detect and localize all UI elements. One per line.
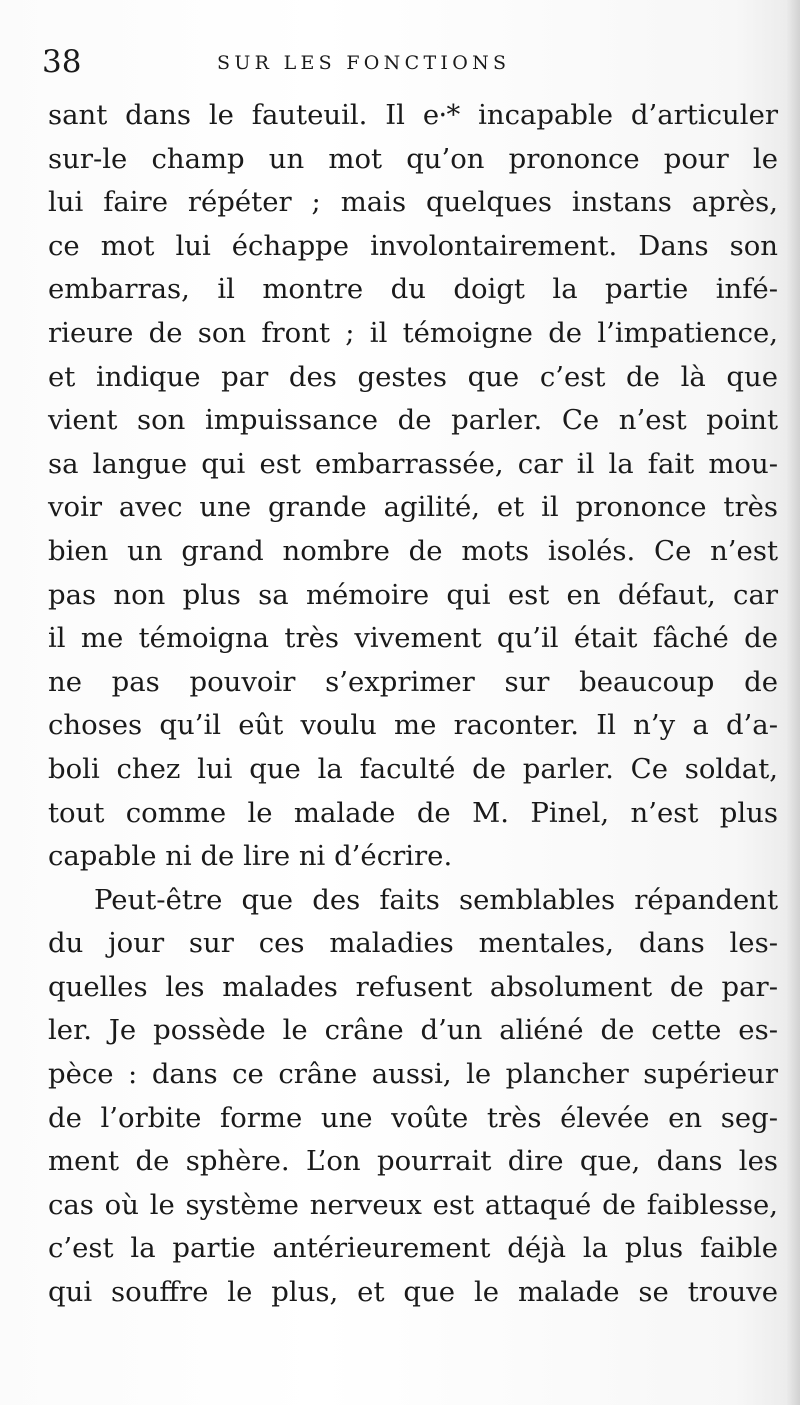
text-line: cas où le système nerveux est attaqué de faiblesse,: [48, 1188, 778, 1221]
page-header: [42, 44, 772, 84]
text-line: ce mot lui échappe involontairement. Dans son: [48, 229, 778, 262]
text-line: tout comme le malade de M. Pinel, n’est plus: [48, 796, 778, 829]
text-line: du jour sur ces maladies mentales, dans les-: [48, 927, 778, 960]
text-line: c’est la partie antérieurement déjà la plus faible: [48, 1232, 778, 1265]
text-line: quelles les malades refusent absolument de par-: [48, 970, 778, 1003]
text-line: de l’orbite forme une voûte très élevée en seg-: [48, 1101, 778, 1134]
text-line: vient son impuissance de parler. Ce n’est point: [48, 404, 778, 437]
text-line: et indique par des gestes que c’est de là que: [48, 360, 778, 393]
text-line: lui faire répéter ; mais quelques instans après,: [48, 186, 778, 219]
text-line: embarras, il montre du doigt la partie infé-: [48, 273, 778, 306]
text-line: pèce : dans ce crâne aussi, le plancher supérieur: [48, 1058, 778, 1091]
text-line: il me témoigna très vivement qu’il était fâché de: [48, 622, 778, 655]
text-line: sant dans le fauteuil. Il e⸱* incapable d’articuler: [48, 99, 778, 131]
text-line: sa langue qui est embarrassée, car il la fait mou-: [48, 447, 778, 480]
page-edge-shadow: [786, 0, 800, 1405]
paragraph-start-line: Peut-être que des faits semblables répandent: [94, 883, 778, 916]
text-line: voir avec une grande agilité, et il prononce très: [48, 491, 778, 524]
paragraph-end-line: capable ni de lire ni d’écrire.: [48, 840, 453, 873]
body-text: [48, 94, 778, 1315]
text-line: ment de sphère. L’on pourrait dire que, dans les: [48, 1145, 778, 1178]
text-line: rieure de son front ; il témoigne de l’impatience,: [48, 316, 778, 349]
text-line: ne pas pouvoir s’exprimer sur beaucoup de: [48, 665, 778, 698]
page-number: 38: [42, 44, 82, 80]
text-line: bien un grand nombre de mots isolés. Ce n’est: [48, 534, 778, 567]
running-head: SUR LES FONCTIONS: [217, 52, 511, 74]
text-line: qui souffre le plus, et que le malade se trouve: [48, 1276, 778, 1309]
text-line: pas non plus sa mémoire qui est en défaut, car: [48, 578, 778, 611]
text-line: choses qu’il eût voulu me raconter. Il n’y a d’a-: [48, 709, 778, 742]
text-line: boli chez lui que la faculté de parler. Ce soldat,: [48, 752, 778, 785]
text-line: sur-le champ un mot qu’on prononce pour le: [48, 142, 778, 175]
text-line: ler. Je possède le crâne d’un aliéné de cette es-: [48, 1014, 778, 1047]
